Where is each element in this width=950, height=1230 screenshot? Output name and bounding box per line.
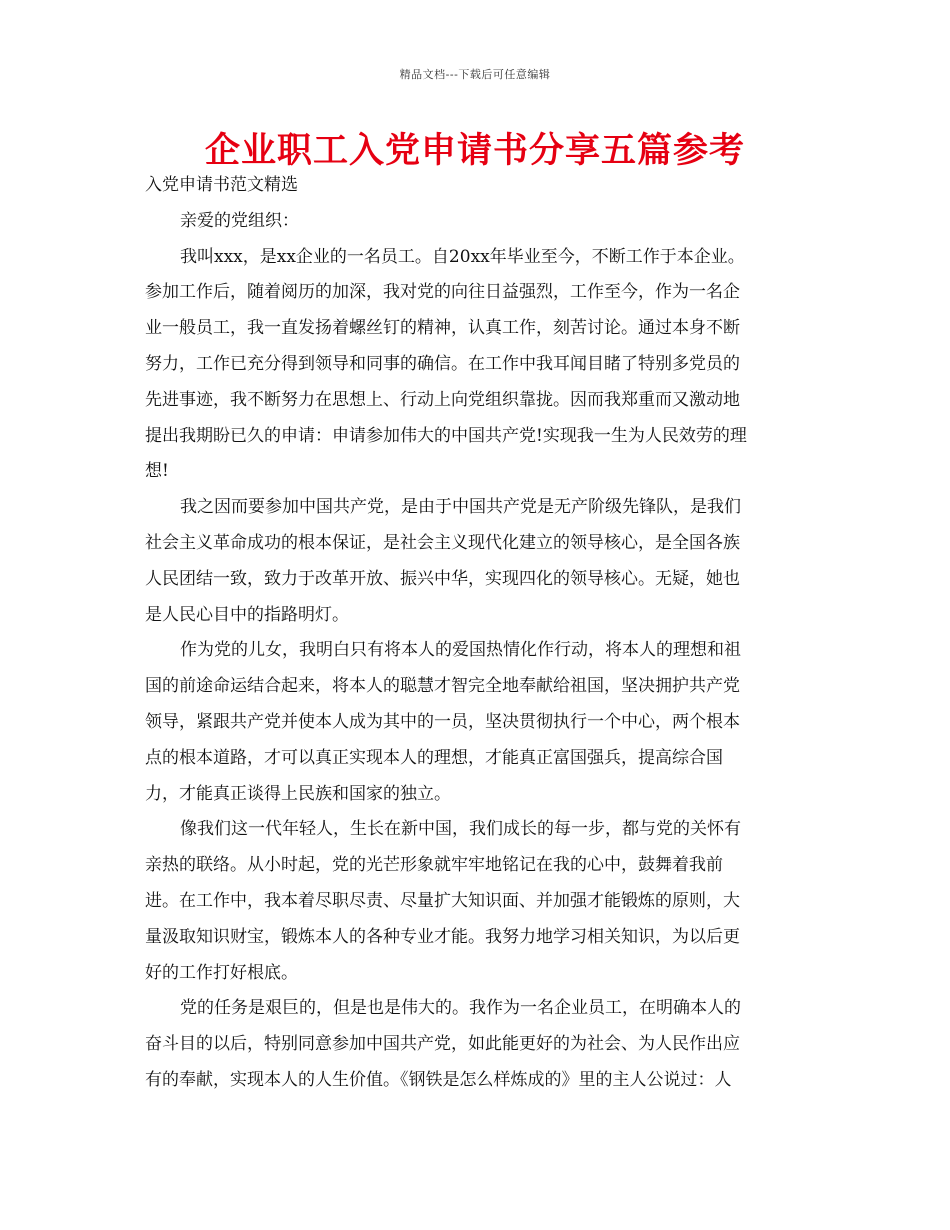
body-line: 亲热的联络。从小时起，党的光芒形象就牢牢地铭记在我的心中，鼓舞着我前 [145,855,723,876]
body-line: 我之因而要参加中国共产党，是由于中国共产党是无产阶级先锋队，是我们 [180,497,741,518]
body-line: 想! [145,461,169,482]
document-title: 企业职工入党申请书分享五篇参考 [204,131,745,171]
body-line: 好的工作打好根底。 [145,962,298,983]
salutation-line: 亲爱的党组织： [180,210,299,231]
body-line: 先进事迹，我不断努力在思想上、行动上向党组织靠拢。因而我郑重而又激动地 [145,389,740,410]
subtitle-line: 入党申请书范文精选 [145,175,298,195]
body-line: 国的前途命运结合起来，将本人的聪慧才智完全地奉献给祖国，坚决拥护共产党 [145,676,740,697]
body-line: 党的任务是艰巨的，但是也是伟大的。我作为一名企业员工，在明确本人的 [180,998,741,1019]
body-line: 努力，工作已充分得到领导和同事的确信。在工作中我耳闻目睹了特别多党员的 [145,353,740,374]
body-line: 业一般员工，我一直发扬着螺丝钉的精神，认真工作，刻苦讨论。通过本身不断 [145,318,740,339]
body-line: 是人民心目中的指路明灯。 [145,604,349,625]
body-line: 领导，紧跟共产党并使本人成为其中的一员，坚决贯彻执行一个中心，两个根本 [145,711,740,732]
body-line: 量汲取知识财宝，锻炼本人的各种专业才能。我努力地学习相关知识，为以后更 [145,926,740,947]
document-body [145,168,805,1099]
body-line: 我叫xxx，是xx企业的一名员工。自20xx年毕业至今，不断工作于本企业。 [180,246,745,267]
body-line: 参加工作后，随着阅历的加深，我对党的向往日益强烈，工作至今，作为一名企 [145,282,740,303]
body-line: 力，才能真正谈得上民族和国家的独立。 [145,783,451,804]
body-line: 人民团结一致，致力于改革开放、振兴中华，实现四化的领导核心。无疑，她也 [145,568,740,589]
body-line: 点的根本道路，才可以真正实现本人的理想，才能真正富国强兵，提高综合国 [145,747,723,768]
body-line: 作为党的儿女，我明白只有将本人的爱国热情化作行动，将本人的理想和祖 [180,640,741,661]
page-header-note: 精品文档---下载后可任意编辑 [399,68,551,81]
body-line: 进。在工作中，我本着尽职尽责、尽量扩大知识面、并加强才能锻炼的原则，大 [145,890,740,911]
body-line: 奋斗目的以后，特别同意参加中国共产党，如此能更好的为社会、为人民作出应 [145,1034,740,1055]
body-line: 提出我期盼已久的申请：申请参加伟大的中国共产党!实现我一生为人民效劳的理 [145,425,747,446]
body-line: 像我们这一代年轻人，生长在新中国，我们成长的每一步，都与党的关怀有 [180,819,741,840]
body-line: 社会主义革命成功的根本保证，是社会主义现代化建立的领导核心，是全国各族 [145,532,740,553]
body-text [145,240,805,1099]
body-line: 有的奉献，实现本人的人生价值。《钢铁是怎么样炼成的》里的主人公说过：人 [145,1069,732,1090]
